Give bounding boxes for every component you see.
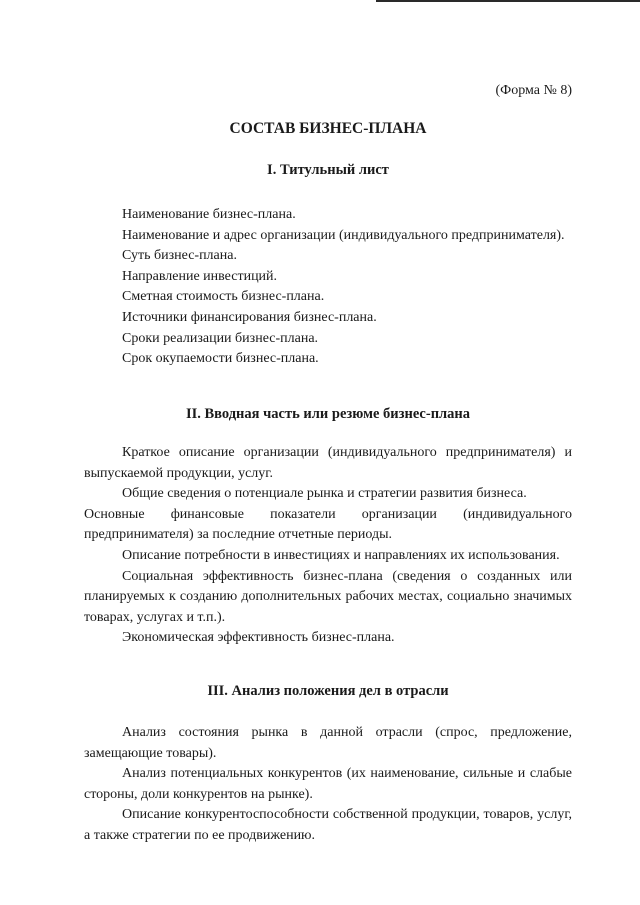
list-item: Сроки реализации бизнес-плана. (122, 330, 319, 346)
paragraph: Социальная эффективность бизнес-плана (сведения о созданных или планируемых к созданию дополнительных рабочих местах, социально значимых товарах, услугах и т.п.). (84, 568, 572, 625)
list-item: Сметная стоимость бизнес-плана. (122, 289, 325, 305)
paragraph: Анализ потенциальных конкурентов (их наименование, сильные и слабые стороны, доли конкурентов на рынке). (84, 766, 572, 802)
section-2-heading: II. Вводная часть или резюме бизнес-плана (185, 406, 471, 422)
list-item: Наименование и адрес организации (индивидуального предпринимателя). (122, 227, 565, 243)
list-item: Наименование бизнес-плана. (122, 207, 296, 222)
list-item: Суть бизнес-плана. (122, 248, 237, 264)
document-title: СОСТАВ БИЗНЕС-ПЛАНА (229, 120, 427, 137)
paragraph: Описание потребности в инвестициях и направлениях их использования. (122, 547, 560, 563)
section-3-body (84, 723, 572, 847)
form-number: (Форма № 8) (495, 83, 572, 98)
list-item: Источники финансирования бизнес-плана. (122, 309, 377, 325)
section-3-heading: III. Анализ положения дел в отрасли (207, 683, 449, 699)
paragraph: Общие сведения о потенциале рынка и стратегии развития бизнеса. (122, 486, 527, 502)
section-2-body (84, 443, 572, 649)
list-item: Направление инвестиций. (122, 268, 278, 284)
paragraph: Анализ состояния рынка в данной отрасли (спрос, предложение, замещающие товары). (84, 725, 572, 761)
paragraph: Описание конкурентоспособности собственной продукции, товаров, услуг, а также стратегии по ее продвижению. (84, 807, 572, 843)
section-1-list (84, 205, 572, 370)
list-item: Срок окупаемости бизнес-плана. (122, 351, 319, 367)
paragraph: Краткое описание организации (индивидуального предпринимателя) и выпускаемой продукции, услуг. (84, 445, 572, 481)
scan-edge-line (376, 0, 640, 2)
paragraph: Основные финансовые показатели организации (индивидуального предпринимателя) за последние отчетные периоды. (84, 506, 572, 543)
paragraph: Экономическая эффективность бизнес-плана. (122, 630, 395, 646)
section-1-heading: I. Титульный лист (267, 162, 389, 178)
